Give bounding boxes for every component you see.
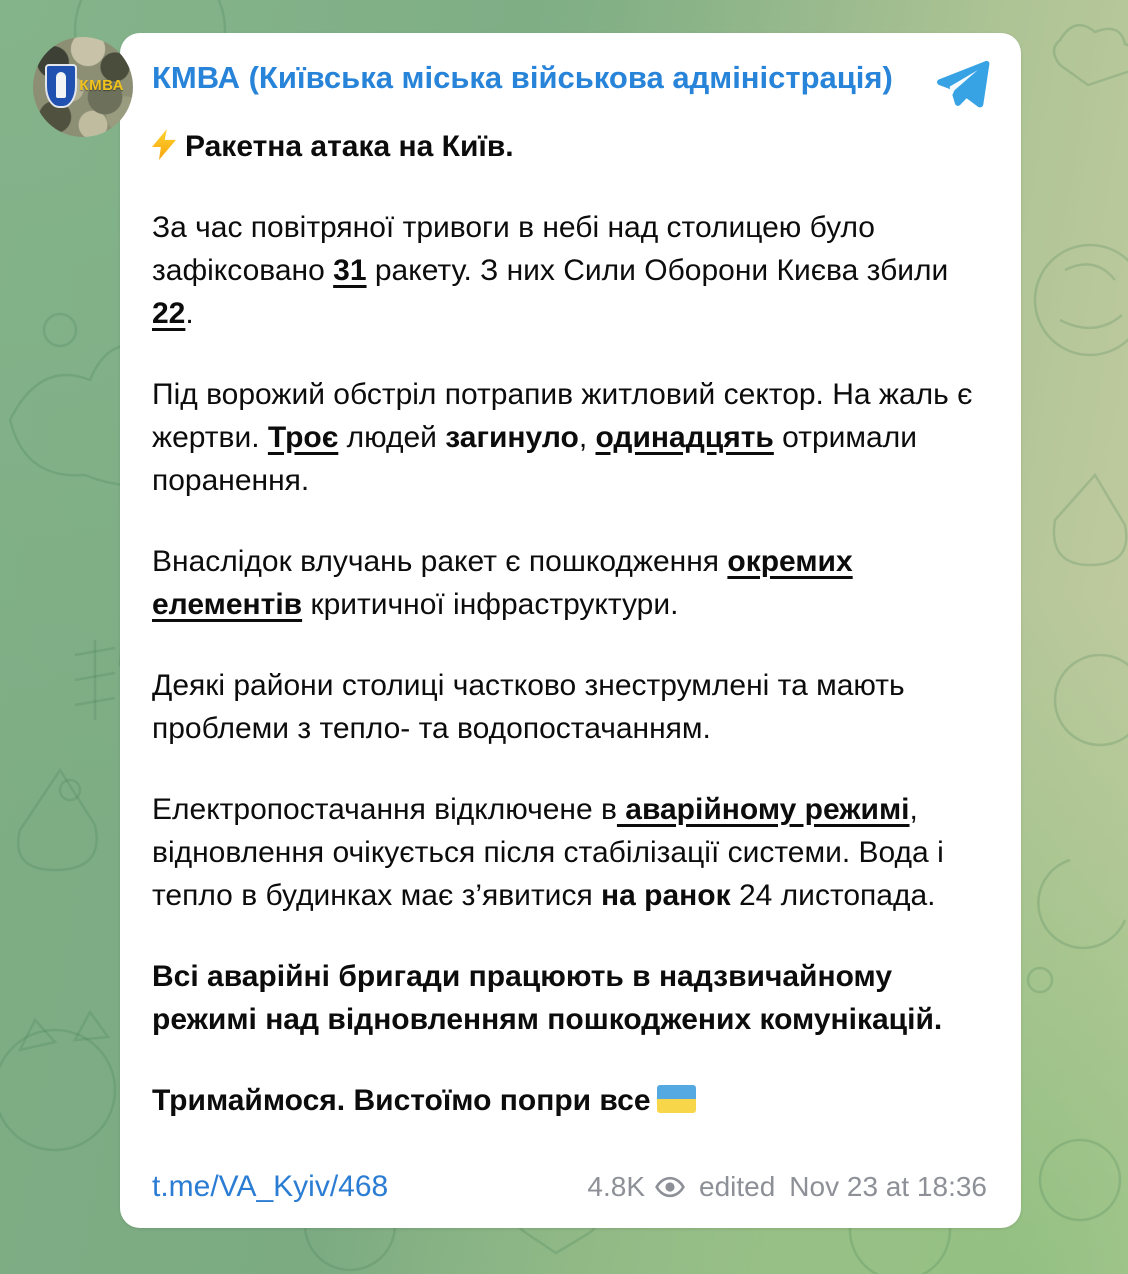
channel-name[interactable]: КМВА (Київська міська військова адміністрація) [152, 60, 893, 95]
lightning-icon [152, 129, 176, 160]
views [587, 1171, 685, 1203]
post-link[interactable]: t.me/VA_Kyiv/468 [152, 1170, 389, 1203]
text-segment: , відновлення очікується після стабілізації системи. Вода і тепло в будинках має з’явитися [152, 793, 944, 912]
text-segment: людей [338, 421, 446, 454]
text-segment: Деякі райони столиці частково знеструмлені та мають проблеми з тепло- та водопостачанням. [152, 669, 905, 745]
eye-icon [655, 1176, 685, 1198]
text-segment: ракету. З них Сили Оборони Києва збили [366, 254, 949, 287]
edited-label: edited [699, 1171, 776, 1202]
message-paragraph [152, 540, 987, 626]
message-paragraph [152, 125, 987, 168]
message-header [152, 57, 987, 113]
text-segment: 31 [333, 254, 367, 287]
message-paragraph [152, 664, 987, 750]
text-segment: Ракетна атака на Київ. [185, 130, 514, 163]
text-segment: окремих елементів [152, 545, 853, 621]
message-card [120, 33, 1021, 1228]
text-segment: 22 [152, 297, 186, 330]
text-segment: аварійному режимі [616, 793, 910, 826]
message-paragraph [152, 373, 987, 502]
text-segment: отримали поранення. [152, 421, 917, 497]
message-paragraph [152, 1079, 987, 1122]
kyiv-coat-of-arms-icon [45, 64, 77, 108]
text-segment: Тримаймося. Вистоїмо попри все [152, 1084, 651, 1117]
message-paragraph [152, 788, 987, 917]
text-segment: Всі аварійні бригади працюють в надзвичайному режимі над відновленням пошкоджених комунікацій. [152, 960, 943, 1036]
text-segment: 24 листопада. [730, 879, 936, 912]
message-paragraph [152, 206, 987, 335]
text-segment: За час повітряної тривоги в небі над столицею було зафіксовано [152, 211, 875, 287]
text-segment: одинадцять [595, 421, 774, 454]
timestamp: Nov 23 at 18:36 [789, 1171, 987, 1202]
message-paragraph [152, 955, 987, 1041]
message-meta [587, 1171, 987, 1203]
views-count: 4.8K [587, 1171, 645, 1202]
channel-avatar[interactable] [33, 37, 133, 137]
telegram-plane-icon[interactable] [933, 55, 991, 113]
text-segment: загинуло [445, 421, 579, 454]
text-segment: критичної інфраструктури. [302, 588, 679, 621]
text-segment: Внаслідок влучань ракет є пошкодження [152, 545, 728, 578]
text-segment: Під ворожий обстріл потрапив житловий сектор. На жаль є жертви. [152, 378, 973, 454]
ukraine-flag-icon [657, 1085, 696, 1113]
message-footer [152, 1170, 987, 1204]
text-segment: , [578, 421, 596, 454]
avatar-label: КМВА [79, 77, 124, 94]
text-segment: Троє [267, 421, 339, 454]
text-segment: . [185, 297, 194, 330]
message-text [152, 113, 987, 1122]
text-segment: на ранок [601, 879, 731, 912]
text-segment: Електропостачання відключене в [152, 793, 617, 826]
